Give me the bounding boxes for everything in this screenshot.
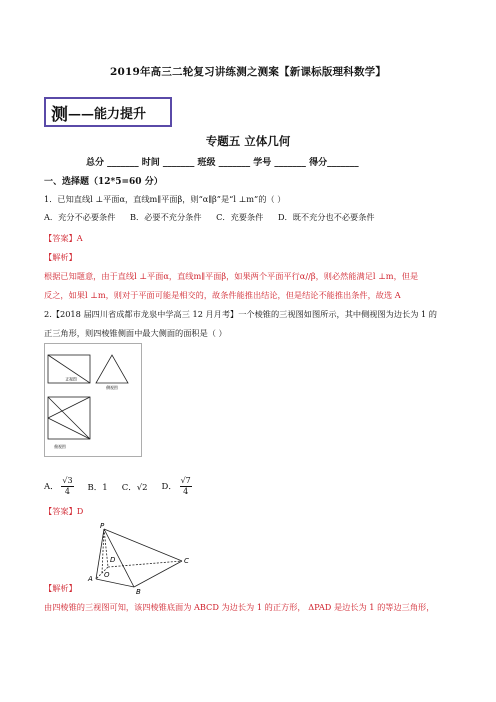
q2-answer: 【答案】D <box>44 506 84 516</box>
q2-stem-line-1: 2.【2018 届四川省成都市龙泉中学高三 12 月月考】一个棱锥的三视图如图所示，其中侧视图为边长为 1 的 <box>44 309 437 319</box>
q1-option-c: C．充要条件 <box>216 212 264 222</box>
section-banner <box>44 97 172 127</box>
q2-option-d-fraction: $\frac{√7}{4}$ <box>180 476 191 496</box>
score-line: 总分 _______ 时间 _______ 班级 _______ 学号 _______ 得分_______ <box>86 158 359 168</box>
point-d-label: D <box>110 556 116 564</box>
q2-option-c: C．√2 <box>121 482 148 493</box>
banner-sub-text: ——能力提升 <box>68 106 147 122</box>
banner-main-text: 测 <box>51 104 68 125</box>
document-title: 2019年高三二轮复习讲练测之测案【新课标版理科数学】 <box>109 66 387 78</box>
q2-option-b: B．1 <box>87 482 108 493</box>
q2-stem-line-2: 正三角形，则四棱锥侧面中最大侧面的面积是（ ） <box>44 328 227 338</box>
q2-option-a: A． $\frac{√3}{4}$ <box>44 476 73 496</box>
side-view-label: 侧视图 <box>106 385 118 390</box>
q1-analysis-line-2: 反之，如果l ⊥m，则对于平面可能是相交的，故条件能推出结论，但是结论不能推出条件，故选 A <box>44 290 401 300</box>
q2-options <box>44 476 192 497</box>
section-heading: 一、选择题（12*5=60 分） <box>44 177 163 187</box>
point-p-label: P <box>100 522 105 530</box>
side-view <box>96 355 128 383</box>
figure-frame <box>45 344 142 457</box>
q1-stem: 1．已知直线l ⊥平面α，直线m∥平面β，则“α∥β”是“l ⊥m”的（ ） <box>44 194 286 204</box>
q1-answer: 【答案】A <box>44 233 83 243</box>
q1-option-d: D．既不充分也不必要条件 <box>277 212 375 222</box>
point-o-label: O <box>104 571 110 579</box>
q1-option-b: B．必要不充分条件 <box>130 212 202 222</box>
q2-option-a-fraction: $\frac{√3}{4}$ <box>62 476 73 496</box>
top-view-label: 俯视图 <box>54 444 66 449</box>
pyramid-figure <box>84 519 200 595</box>
point-a-label: A <box>88 575 93 583</box>
q2-option-d: D． $\frac{√7}{4}$ <box>161 476 191 496</box>
q1-analysis-line-1: 根据已知题意，由于直线l ⊥平面α，直线m∥平面β，如果两个平面平行α//β，则必然能满足l ⊥m，但是 <box>44 271 419 281</box>
point-b-label: B <box>136 588 141 595</box>
q1-option-a: A．充分不必要条件 <box>44 212 116 222</box>
three-view-figure <box>44 343 142 457</box>
front-view-label: 正视图 <box>65 376 77 382</box>
q1-options <box>44 212 387 223</box>
q1-analysis-label: 【解析】 <box>44 252 77 262</box>
q2-analysis-label: 【解析】 <box>44 583 77 593</box>
q2-analysis-line-1: 由四棱锥的三视图可知，该四棱锥底面为 ABCD 为边长为 1 的正方形， ΔPAD 是边长为 1 的等边三角形， <box>44 602 435 612</box>
topic-title: 专题五 立体几何 <box>205 134 291 148</box>
point-c-label: C <box>184 557 189 565</box>
top-view <box>48 397 90 439</box>
